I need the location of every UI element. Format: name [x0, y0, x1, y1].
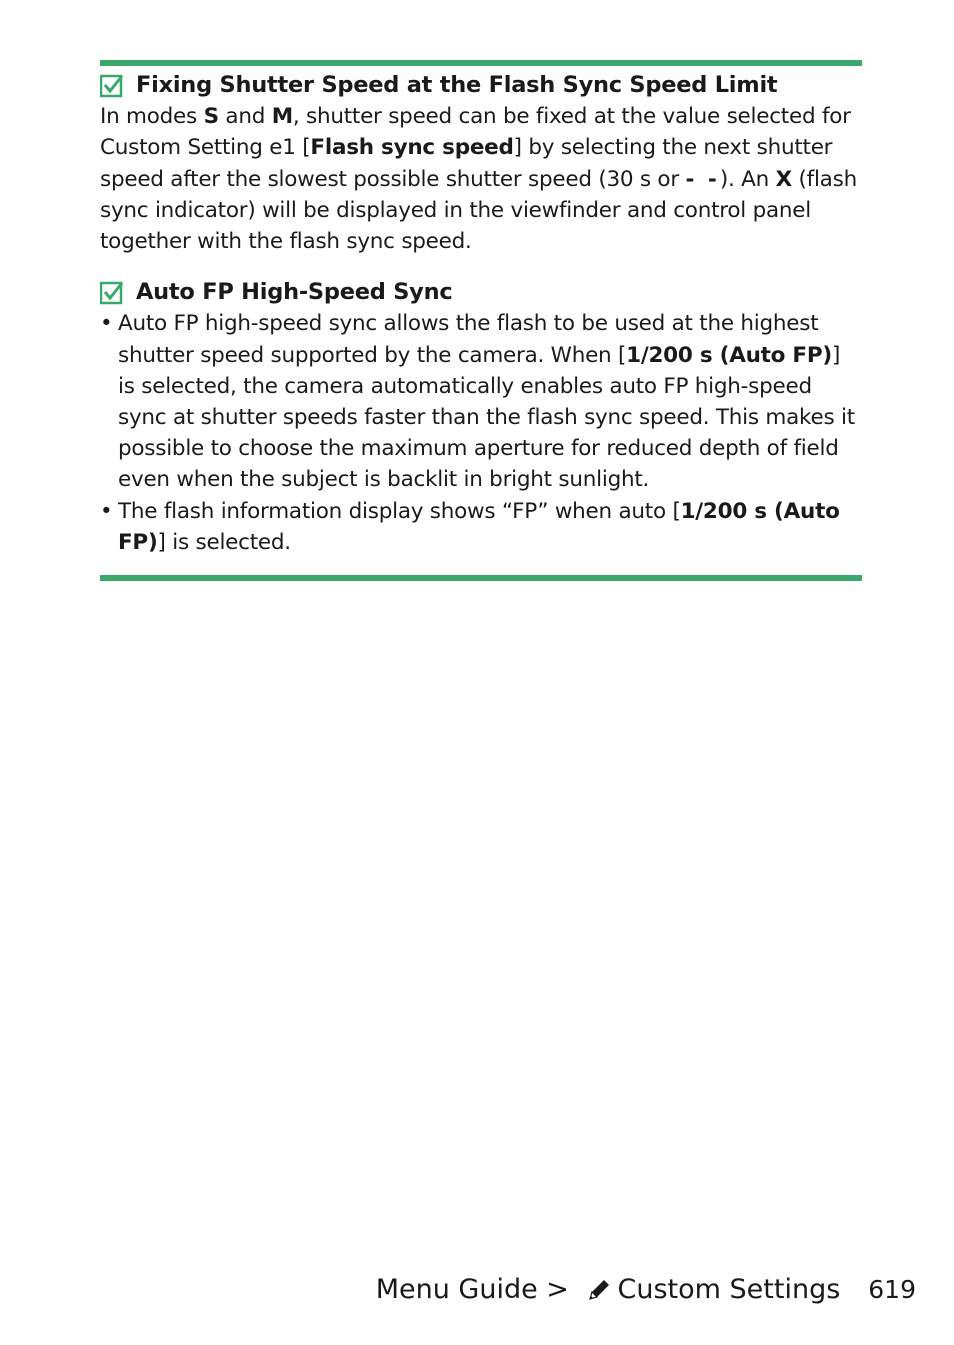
top-divider: [100, 60, 862, 66]
menu-option: 1/200 s (Auto FP): [118, 498, 840, 555]
dash-symbol: - -: [685, 166, 720, 192]
breadcrumb-custom-settings[interactable]: Custom Settings: [617, 1274, 841, 1305]
list-item: • Auto FP high-speed sync allows the flash to be used at the highest shutter speed supported by the camera. When [1/200 s (Auto FP)] is selected, the camera automatically enables auto FP high-speed sync at shutter speeds faster than the flash sync speed. This makes it possible to choose the maximum aperture for reduced depth of field even when the subject is backlit in bright sunlight.: [100, 308, 862, 495]
section-title: Fixing Shutter Speed at the Flash Sync Speed Limit: [136, 72, 778, 98]
footer-breadcrumb: [376, 1274, 916, 1305]
bullet-list: [100, 308, 862, 558]
section-title: Auto FP High-Speed Sync: [136, 279, 453, 306]
x-symbol: X: [775, 166, 792, 192]
section-body: In modes S and M, shutter speed can be fixed at the value selected for Custom Setting e1 [Flash sync speed] by selecting the next shutter speed after the slowest possible shutter speed (30 s or - -). An X (flash sync indicator) will be displayed in the viewfinder and control panel together with the flash sync speed.: [100, 104, 857, 255]
menu-option: 1/200 s (Auto FP): [626, 342, 832, 368]
section-heading-flash-sync-limit: [100, 70, 862, 101]
section-heading-auto-fp: [100, 277, 862, 308]
check-box-icon: [100, 281, 124, 305]
bottom-divider: [100, 575, 862, 581]
breadcrumb-separator: >: [537, 1274, 578, 1305]
list-item: • The flash information display shows “FP” when auto [1/200 s (Auto FP)] is selected.: [100, 496, 862, 558]
mode-m: M: [271, 104, 293, 130]
check-box-icon: [100, 74, 124, 98]
setting-name: Flash sync speed: [310, 135, 514, 161]
page-number: 619: [868, 1275, 916, 1304]
note-content: [100, 70, 862, 558]
mode-s: S: [203, 104, 219, 130]
pencil-icon: [586, 1277, 612, 1303]
breadcrumb-menu-guide[interactable]: Menu Guide: [375, 1274, 538, 1305]
breadcrumb[interactable]: [376, 1274, 841, 1305]
